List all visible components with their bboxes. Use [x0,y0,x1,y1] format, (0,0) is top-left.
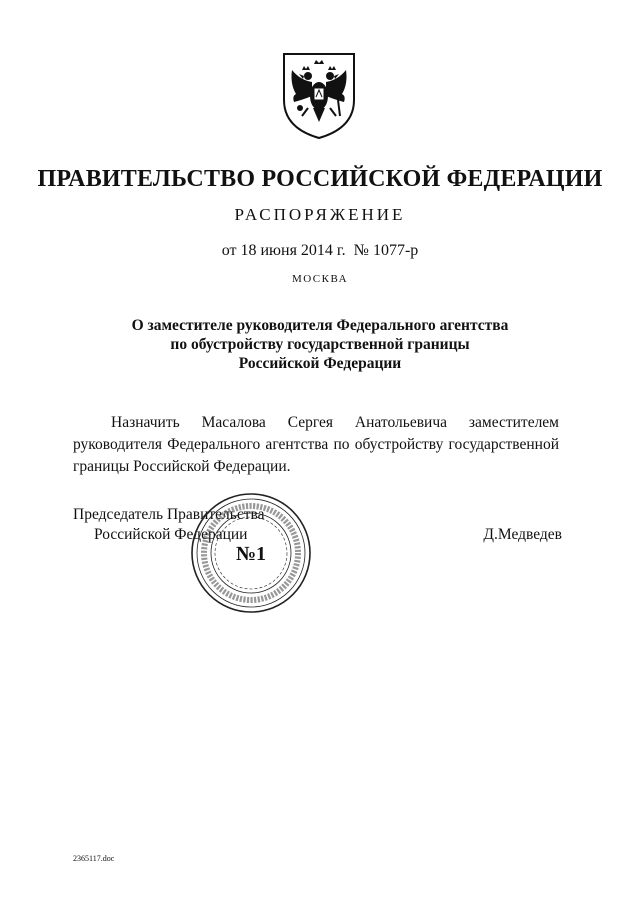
subject-line: Российской Федерации [238,355,402,372]
document-date-number: от 18 июня 2014 г. № 1077-р [221,242,419,259]
document-type: РАСПОРЯЖЕНИЕ [234,205,406,224]
government-title: ПРАВИТЕЛЬСТВО РОССИЙСКОЙ ФЕДЕРАЦИИ [37,166,603,192]
subject-line: по обустройству государственной границы [170,336,470,353]
official-seal-icon [190,492,312,614]
document-subject [0,316,640,373]
footer-file-code: 2365117.doc [73,854,115,863]
signer-title-line: Российской Федерации [94,526,248,543]
signer-title-line: Председатель Правительства [73,506,265,523]
document-city: МОСКВА [291,273,349,285]
document-body: Назначить Масалова Сергея Анатольевича заместителем руководителя Федерального агентства по обустройству государственной границы Российской Федерации. [73,414,559,475]
subject-line: О заместителе руководителя Федерального агентства [131,317,509,334]
signer-name: Д.Медведев [483,526,562,543]
coat-of-arms-icon [278,50,360,140]
seal-number: №1 [235,543,267,565]
